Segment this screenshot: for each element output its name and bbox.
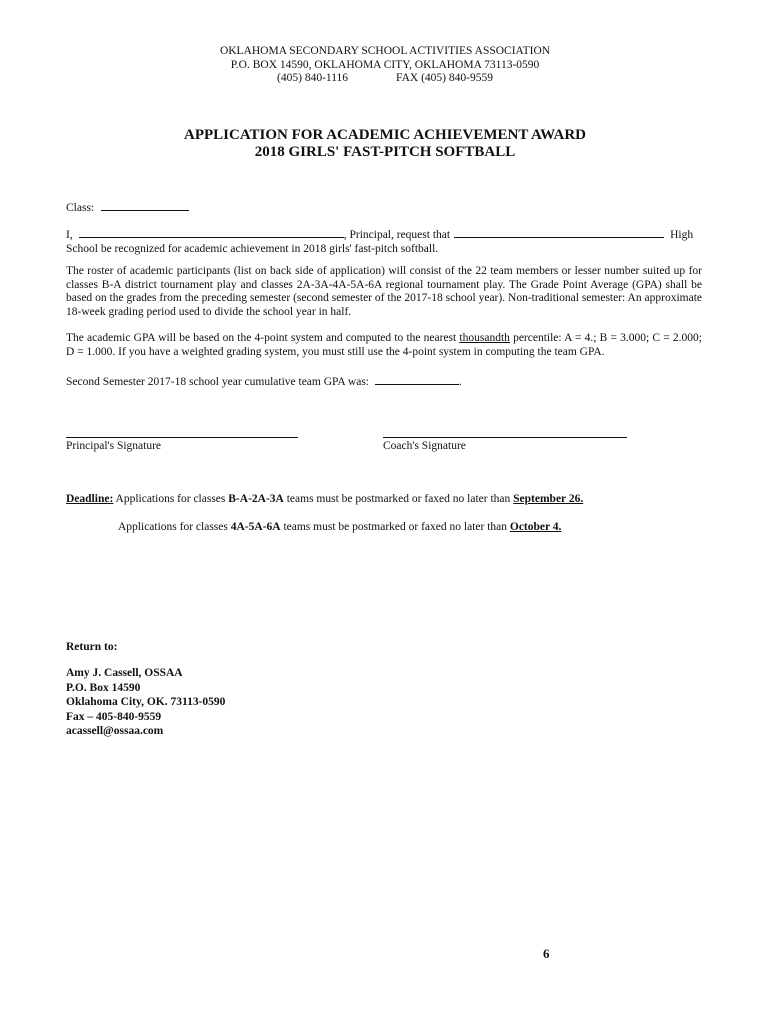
deadline-2-text-a: Applications for classes [118, 521, 231, 533]
deadline-2-classes: 4A-5A-6A [230, 521, 281, 533]
deadline-line-2 [118, 521, 718, 535]
return-to-label: Return to: [66, 641, 118, 653]
org-fax: FAX (405) 840-9559 [396, 72, 493, 84]
title-line-2: 2018 GIRLS' FAST-PITCH SOFTBALL [254, 144, 516, 160]
principal-request-line-2: School be recognized for academic achievement in 2018 girls' fast-pitch softball. [66, 242, 439, 255]
principal-request [66, 226, 702, 256]
gpa-text-2: percentile: A = 4.; B = 3.000; C = 2.000; D = 1.000. If you have a weighted grading system, you must still use the 4-point system in computing the team GPA. [66, 332, 702, 358]
title-line-1: APPLICATION FOR ACADEMIC ACHIEVEMENT AWARD [184, 127, 586, 143]
org-address: P.O. BOX 14590, OKLAHOMA CITY, OKLAHOMA 73113-0590 [230, 58, 540, 71]
principal-signature-line[interactable] [66, 437, 298, 438]
return-name: Amy J. Cassell, OSSAA [66, 667, 183, 679]
coach-signature-label: Coach's Signature [383, 440, 466, 452]
gpa-underlined-word: thousandth [459, 332, 510, 344]
deadline-1-date: September 26. [513, 493, 584, 505]
deadline-1-classes: B-A-2A-3A [228, 493, 284, 505]
school-name-blank[interactable] [454, 226, 664, 238]
letterhead [0, 45, 770, 86]
request-suffix: High [670, 229, 694, 241]
return-address [66, 666, 225, 739]
deadline-2-date: October 4. [509, 521, 562, 533]
page-number: 6 [543, 946, 550, 961]
return-city: Oklahoma City, OK. 73113-0590 [66, 696, 226, 708]
class-field-row [66, 199, 702, 216]
deadline-1-text-a: Applications for classes [113, 493, 229, 505]
team-gpa-blank[interactable] [375, 373, 459, 385]
team-gpa-label: Second Semester 2017-18 school year cumulative team GPA was: [66, 376, 369, 388]
org-name: OKLAHOMA SECONDARY SCHOOL ACTIVITIES ASSOCIATION [219, 45, 551, 57]
principal-request-line-1 [66, 226, 702, 243]
principal-name-blank[interactable] [79, 226, 344, 238]
roster-paragraph: The roster of academic participants (list on back side of application) will consist of the 22 team members or lesser number suited up for classes B-A district tournament play and classes 2A-3A-4A-5A-6A regional tournament play. The Grade Point Average (GPA) shall be based on the grades from the preceding semester (second semester of the 2017-18 school year). Non-traditional semester: An approximate 18-week grading period used to divide the school year in half. [66, 265, 702, 318]
deadline-1-text-b: teams must be postmarked or faxed no later than [283, 493, 514, 505]
deadline-line-1 [66, 493, 702, 507]
principal-signature-label: Principal's Signature [66, 440, 162, 452]
return-po-box: P.O. Box 14590 [66, 681, 141, 694]
document-title [0, 127, 770, 161]
deadline-2-text-b: teams must be postmarked or faxed no later than [280, 521, 510, 533]
coach-signature-line[interactable] [383, 437, 627, 438]
return-email: acassell@ossaa.com [66, 725, 164, 737]
gpa-text-1: The academic GPA will be based on the 4-point system and computed to the nearest [66, 332, 460, 344]
org-phone: (405) 840-1116 [277, 72, 349, 84]
team-gpa-period: . [458, 376, 462, 388]
team-gpa-row [66, 373, 702, 390]
request-middle: , Principal, request that [343, 229, 451, 241]
request-prefix: I, [66, 229, 73, 241]
return-fax: Fax – 405-840-9559 [66, 710, 162, 723]
class-label: Class: [66, 202, 95, 214]
class-blank[interactable] [101, 199, 189, 211]
org-contact [0, 72, 770, 86]
gpa-paragraph [66, 332, 702, 359]
deadline-label: Deadline: [66, 493, 114, 505]
